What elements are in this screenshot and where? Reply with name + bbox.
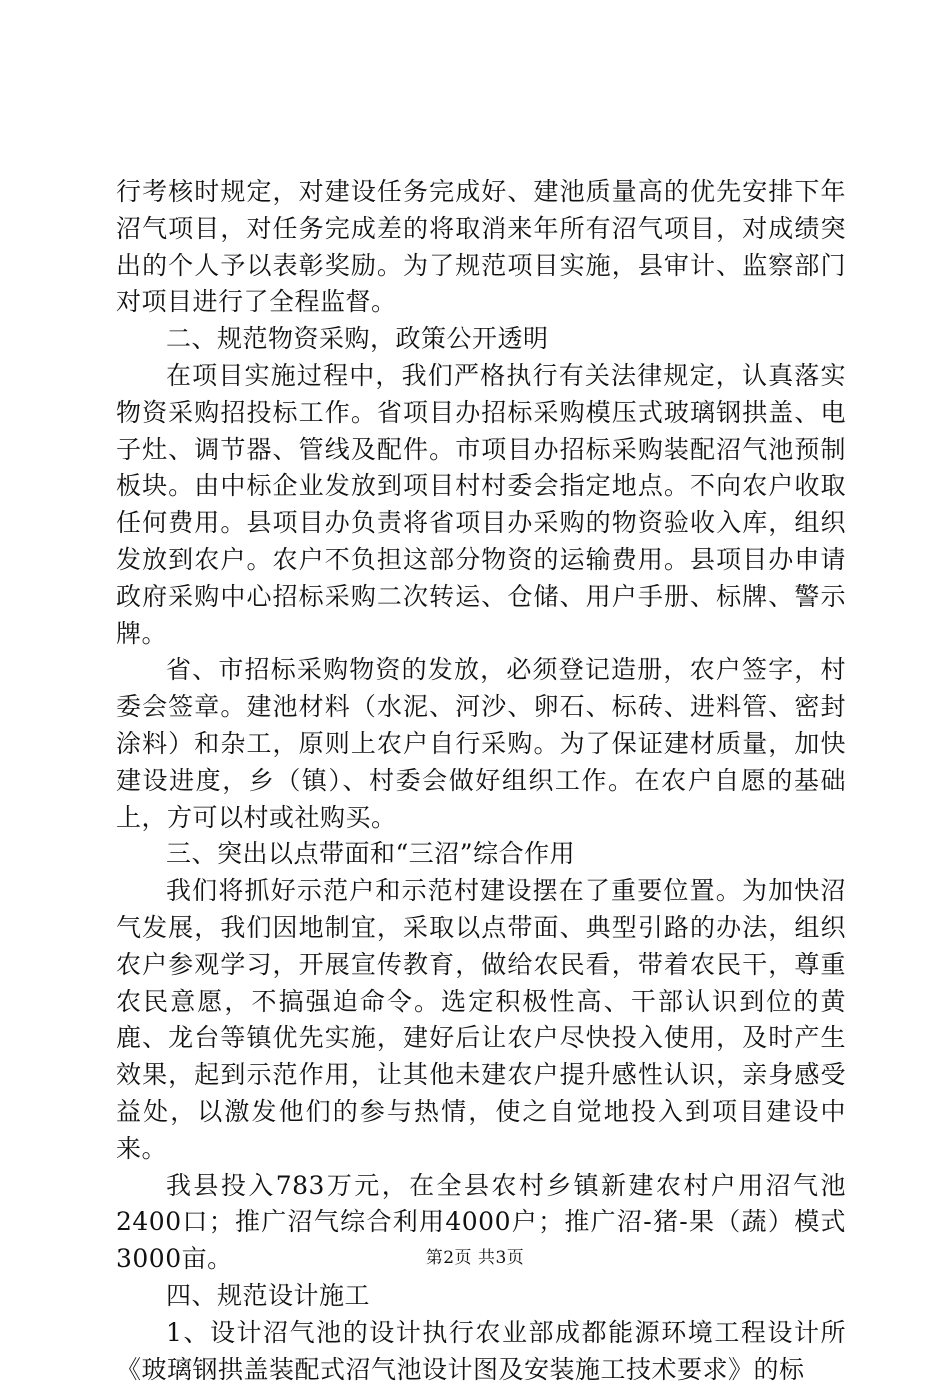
document-body [116, 174, 846, 1388]
paragraph-distribution: 省、市招标采购物资的发放，必须登记造册，农户签字，村委会签章。建池材料（水泥、河沙、卵石、标砖、进料管、密封涂料）和杂工，原则上农户自行采购。为了保证建材质量，加快建设进度，乡（镇）、村委会做好组织工作。在农户自愿的基础上，方可以村或社购买。 [116, 655, 846, 832]
paragraph-procurement: 在项目实施过程中，我们严格执行有关法律规定，认真落实物资采购招投标工作。省项目办招标采购模压式玻璃钢拱盖、电子灶、调节器、管线及配件。市项目办招标采购装配沼气池预制板块。由中标企业发放到项目村村委会指定地点。不向农户收取任何费用。县项目办负责将省项目办采购的物资验收入库，组织发放到农户。农户不负担这部分物资的运输费用。县项目办申请政府采购中心招标采购二次转运、仓储、用户手册、标牌、警示牌。 [116, 360, 846, 648]
section-heading-2: 二、规范物资采购，政策公开透明 [166, 324, 549, 354]
section-heading-3: 三、突出以点带面和“三沼”综合作用 [166, 839, 576, 869]
paragraph-continuation: 行考核时规定，对建设任务完成好、建池质量高的优先安排下年沼气项目，对任务完成差的将取消来年所有沼气项目，对成绩突出的个人予以表彰奖励。为了规范项目实施，县审计、监察部门对项目进行了全程监督。 [116, 177, 846, 317]
paragraph-investment: 我县投入783万元，在全县农村乡镇新建农村户用沼气池2400口；推广沼气综合利用4000户；推广沼-猪-果（蔬）模式3000亩。 [116, 1170, 846, 1274]
paragraph-demonstration: 我们将抓好示范户和示范村建设摆在了重要位置。为加快沼气发展，我们因地制宜，采取以点带面、典型引路的办法，组织农户参观学习，开展宣传教育，做给农民看，带着农民干，尊重农民意愿，不搞强迫命令。选定积极性高、干部认识到位的黄鹿、龙台等镇优先实施，建好后让农户尽快投入使用，及时产生效果，起到示范作用，让其他未建农户提升感性认识，亲身感受益处，以激发他们的参与热情，使之自觉地投入到项目建设中来。 [116, 876, 846, 1163]
paragraph-design: 1、设计沼气池的设计执行农业部成都能源环境工程设计所《玻璃钢拱盖装配式沼气池设计图及安装施工技术要求》的标 [116, 1317, 846, 1384]
section-heading-4: 四、规范设计施工 [166, 1280, 371, 1310]
page-number-footer: 第2页 共3页 [425, 1248, 525, 1268]
